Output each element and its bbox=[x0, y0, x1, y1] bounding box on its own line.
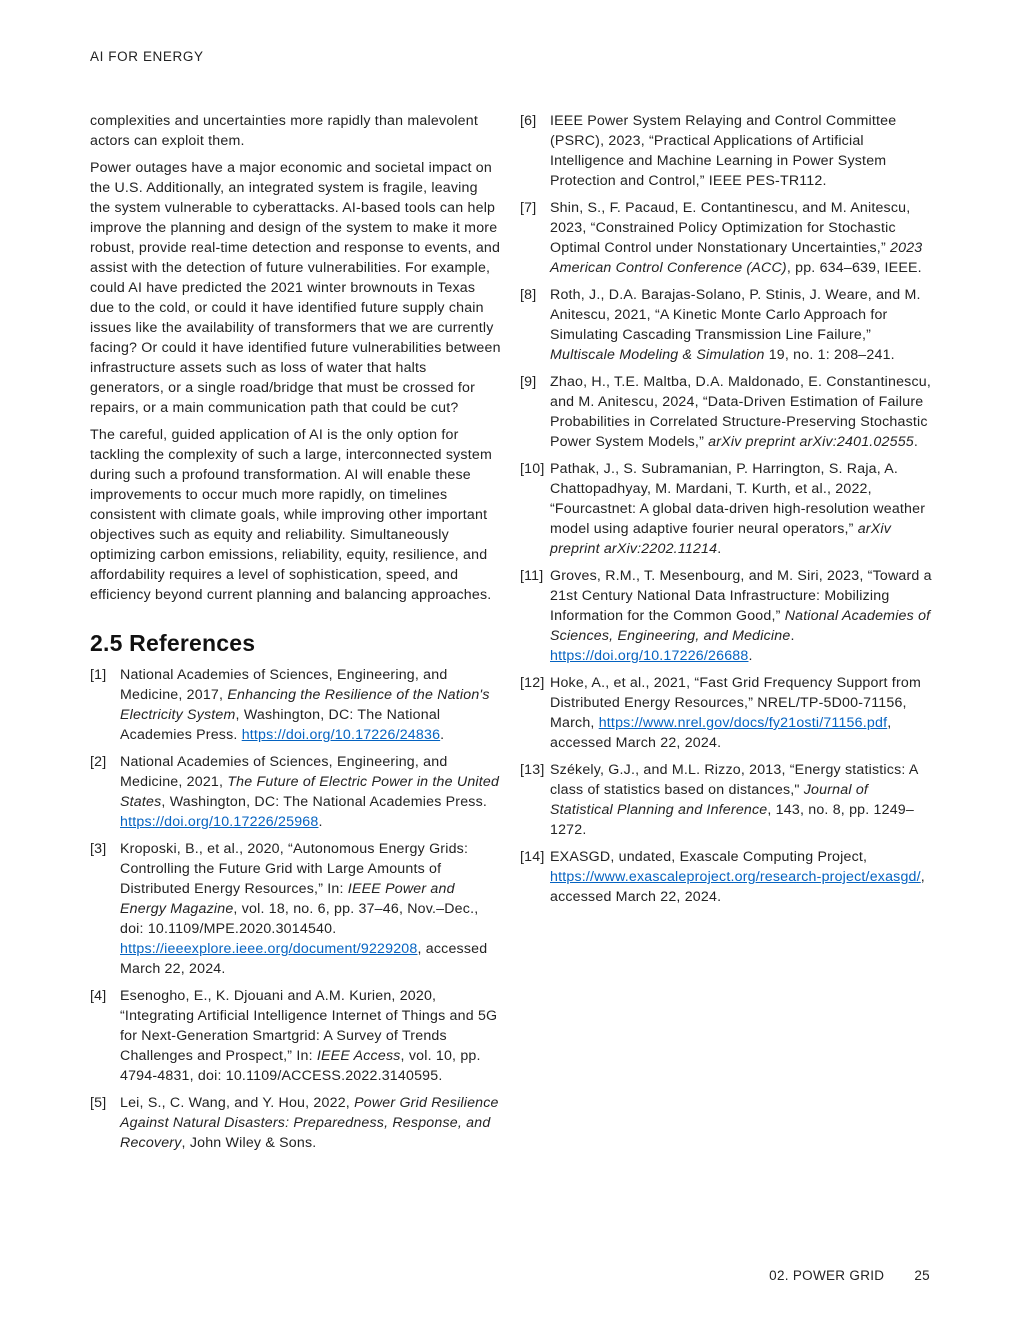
reference-link[interactable]: https://www.exascaleproject.org/research-project/exasgd/ bbox=[550, 869, 921, 885]
reference-text-part: Zhao, H., T.E. Maltba, D.A. Maldonado, E. Constantinescu, and M. Anitescu, 2024, “Data-Driven Estimation of Failure Probabilities in Correlated Structure-Preserving Stochastic Power System Models,” bbox=[550, 374, 931, 450]
body-paragraph: The careful, guided application of AI is the only option for tackling the complexity of such a large, interconnected system during such a profound transformation. AI will enable these improvements to occur much more rapidly, on timelines consistent with climate goals, while improving other important objectives such as equity and reliability. Simultaneously optimizing carbon emissions, reliability, equity, resilience, and affordability requires a level of sophistication, speed, and efficiency beyond current planning and balancing approaches. bbox=[90, 427, 492, 603]
reference-text bbox=[120, 986, 501, 1086]
reference-number: [14] bbox=[520, 849, 545, 865]
references-list-right bbox=[520, 111, 932, 907]
reference-text-part: Esenogho, E., K. Djouani and A.M. Kurien, 2020, “Integrating Artificial Intelligence Internet of Things and 5G for Next-Generation Smartgrid: A Survey of Trends Challenges and Prospect,” In: bbox=[120, 988, 498, 1064]
reference-text-part: . bbox=[717, 541, 722, 557]
reference-text-part: Kroposki, B., et al., 2020, “Autonomous Energy Grids: Controlling the Future Grid with Large Amounts of Distributed Energy Resources,” In: bbox=[120, 841, 469, 897]
reference-title: National Academies of Sciences, Engineering, and Medicine bbox=[550, 608, 931, 644]
reference-text bbox=[550, 847, 932, 907]
reference-text bbox=[550, 459, 932, 559]
reference-text-part: , accessed March 22, 2024. bbox=[120, 941, 488, 977]
reference-text-part: , accessed March 22, 2024. bbox=[550, 869, 925, 905]
body-paragraph: complexities and uncertainties more rapidly than malevolent actors can exploit them. bbox=[90, 113, 478, 149]
reference-title: arXiv preprint arXiv:2401.02555 bbox=[708, 434, 914, 450]
reference-number: [10] bbox=[520, 461, 545, 477]
reference-number: [11] bbox=[520, 568, 544, 584]
reference-link[interactable]: https://doi.org/10.17226/25968 bbox=[120, 814, 319, 830]
reference-text bbox=[120, 665, 501, 745]
reference-text-part: Hoke, A., et al., 2021, “Fast Grid Frequency Support from Distributed Energy Resources,” NREL/TP-5D00-71156, March, bbox=[550, 675, 921, 731]
reference-text-part: National Academies of Sciences, Engineering, and Medicine, 2021, bbox=[120, 754, 448, 790]
reference-text-part: . bbox=[440, 727, 445, 743]
reference-item bbox=[90, 1093, 501, 1153]
reference-number: [7] bbox=[520, 200, 537, 216]
reference-text-part: Roth, J., D.A. Barajas-Solano, P. Stinis, J. Weare, and M. Anitescu, 2021, “A Kinetic Monte Carlo Approach for Simulating Cascading Transmission Line Failure,” bbox=[550, 287, 921, 343]
reference-item bbox=[520, 847, 932, 907]
reference-text-part: Lei, S., C. Wang, and Y. Hou, 2022, bbox=[120, 1095, 355, 1111]
reference-text-part: EXASGD, undated, Exascale Computing Project, bbox=[550, 849, 868, 865]
reference-number: [12] bbox=[520, 675, 545, 691]
reference-link[interactable]: https://doi.org/10.17226/26688 bbox=[550, 648, 749, 664]
reference-text-part: , vol. 18, no. 6, pp. 37–46, Nov.–Dec., doi: 10.1109/MPE.2020.3014540. bbox=[120, 901, 479, 937]
reference-title: IEEE Access bbox=[316, 1048, 401, 1064]
reference-title: Multiscale Modeling & Simulation bbox=[550, 347, 765, 363]
left-column bbox=[90, 111, 501, 1160]
reference-text bbox=[550, 111, 932, 191]
reference-title: The Future of Electric Power in the United States bbox=[120, 774, 500, 810]
reference-item bbox=[520, 285, 932, 365]
reference-text-part: Groves, R.M., T. Mesenbourg, and M. Siri, 2023, “Toward a 21st Century National Data Infrastructure: Mobilizing Information for the Common Good,” bbox=[550, 568, 932, 624]
reference-text-part: , vol. 10, pp. 4794-4831, doi: 10.1109/ACCESS.2022.3140595. bbox=[120, 1048, 481, 1084]
reference-title: Enhancing the Resilience of the Nation's Electricity System bbox=[120, 687, 490, 723]
reference-text-part: , 143, no. 8, pp. 1249–1272. bbox=[550, 802, 914, 838]
reference-text-part: National Academies of Sciences, Engineering, and Medicine, 2017, bbox=[120, 667, 448, 703]
right-column bbox=[520, 111, 932, 914]
reference-text-part: . bbox=[748, 648, 753, 664]
reference-text-part: Shin, S., F. Pacaud, E. Contantinescu, and M. Anitescu, 2023, “Constrained Policy Optimization for Stochastic Optimal Control under Nonstationary Uncertainties,” bbox=[550, 200, 911, 256]
reference-text bbox=[550, 566, 932, 666]
reference-text-part: . bbox=[318, 814, 323, 830]
reference-text-part: IEEE Power System Relaying and Control Committee (PSRC), 2023, “Practical Applications of Artificial Intelligence and Machine Learning in Power System Protection and Control,” IEEE PES-TR112. bbox=[550, 113, 897, 189]
reference-title: arXiv preprint arXiv:2202.11214 bbox=[550, 521, 892, 557]
reference-item bbox=[520, 111, 932, 191]
reference-text-part: , Washington, DC: The National Academies Press. bbox=[120, 707, 441, 743]
reference-item bbox=[520, 459, 932, 559]
reference-item bbox=[520, 198, 932, 278]
reference-text-part: 19, no. 1: 208–241. bbox=[764, 347, 895, 363]
page-footer bbox=[769, 1268, 930, 1283]
reference-number: [8] bbox=[520, 287, 537, 303]
reference-number: [5] bbox=[90, 1095, 107, 1111]
reference-number: [2] bbox=[90, 754, 107, 770]
reference-text bbox=[120, 839, 501, 979]
reference-item bbox=[90, 665, 501, 745]
body-paragraph: Power outages have a major economic and societal impact on the U.S. Additionally, an integrated system is fragile, leaving the system vulnerable to cyberattacks. AI-based tools can help improve the planning and design of the system to make it more robust, provide real-time detection and response to events, and assist with the detection of future vulnerabilities. For example, could AI have predicted the 2021 winter brownouts in Texas due to the cold, or could it have identified future supply chain issues like the availability of transformers that we are currently facing? Or could it have identified future vulnerabilities between infrastructure assets such as loss of water that halts generators, or a single road/bridge that must be crossed for repairs, or a main communication path that could be cut? bbox=[90, 160, 501, 416]
reference-title: IEEE Power and Energy Magazine bbox=[120, 881, 455, 917]
reference-item bbox=[90, 986, 501, 1086]
reference-number: [9] bbox=[520, 374, 537, 390]
reference-link[interactable]: https://www.nrel.gov/docs/fy21osti/71156.pdf bbox=[598, 715, 888, 731]
reference-title: Journal of Statistical Planning and Inference bbox=[550, 782, 869, 818]
reference-item bbox=[520, 566, 932, 666]
reference-title: 2023 American Control Conference (ACC) bbox=[550, 240, 923, 276]
reference-number: [13] bbox=[520, 762, 545, 778]
reference-number: [1] bbox=[90, 667, 107, 683]
reference-number: [4] bbox=[90, 988, 107, 1004]
reference-number: [3] bbox=[90, 841, 107, 857]
footer-section-label: 02. POWER GRID bbox=[769, 1268, 885, 1283]
reference-text-part: . bbox=[913, 434, 919, 450]
reference-text-part: Székely, G.J., and M.L. Rizzo, 2013, “Energy statistics: A class of statistics based on distances," bbox=[550, 762, 918, 798]
reference-text-part: Pathak, J., S. Subramanian, P. Harrington, S. Raja, A. Chattopadhyay, M. Mardani, T. Kurth, et al., 2022, “Fourcastnet: A global data-driven high-resolution weather model using adaptive fourier neural operators,” bbox=[550, 461, 926, 537]
reference-title: Power Grid Resilience Against Natural Disasters: Preparedness, Response, and Recovery bbox=[120, 1095, 499, 1151]
references-list-left bbox=[90, 665, 501, 1153]
reference-text bbox=[550, 198, 932, 278]
reference-text bbox=[550, 673, 932, 753]
references-heading: 2.5 References bbox=[90, 630, 256, 656]
reference-link[interactable]: https://doi.org/10.17226/24836 bbox=[241, 727, 441, 743]
reference-item bbox=[520, 760, 932, 840]
reference-text-part: . bbox=[790, 628, 795, 644]
reference-text bbox=[550, 760, 932, 840]
reference-item bbox=[520, 673, 932, 753]
reference-number: [6] bbox=[520, 113, 537, 129]
page-number: 25 bbox=[914, 1268, 930, 1283]
reference-item bbox=[520, 372, 932, 452]
reference-item bbox=[90, 839, 501, 979]
reference-text bbox=[550, 285, 932, 365]
reference-link[interactable]: https://ieeexplore.ieee.org/document/9229208 bbox=[120, 941, 418, 957]
reference-text-part: , John Wiley & Sons. bbox=[181, 1135, 317, 1151]
running-header: AI FOR ENERGY bbox=[90, 49, 204, 64]
reference-text bbox=[120, 752, 501, 832]
reference-text bbox=[120, 1093, 501, 1153]
reference-text-part: , pp. 634–639, IEEE. bbox=[786, 260, 922, 276]
reference-text bbox=[550, 372, 932, 452]
reference-text-part: , Washington, DC: The National Academies Press. bbox=[161, 794, 488, 810]
reference-text-part: , accessed March 22, 2024. bbox=[550, 715, 892, 751]
reference-item bbox=[90, 752, 501, 832]
